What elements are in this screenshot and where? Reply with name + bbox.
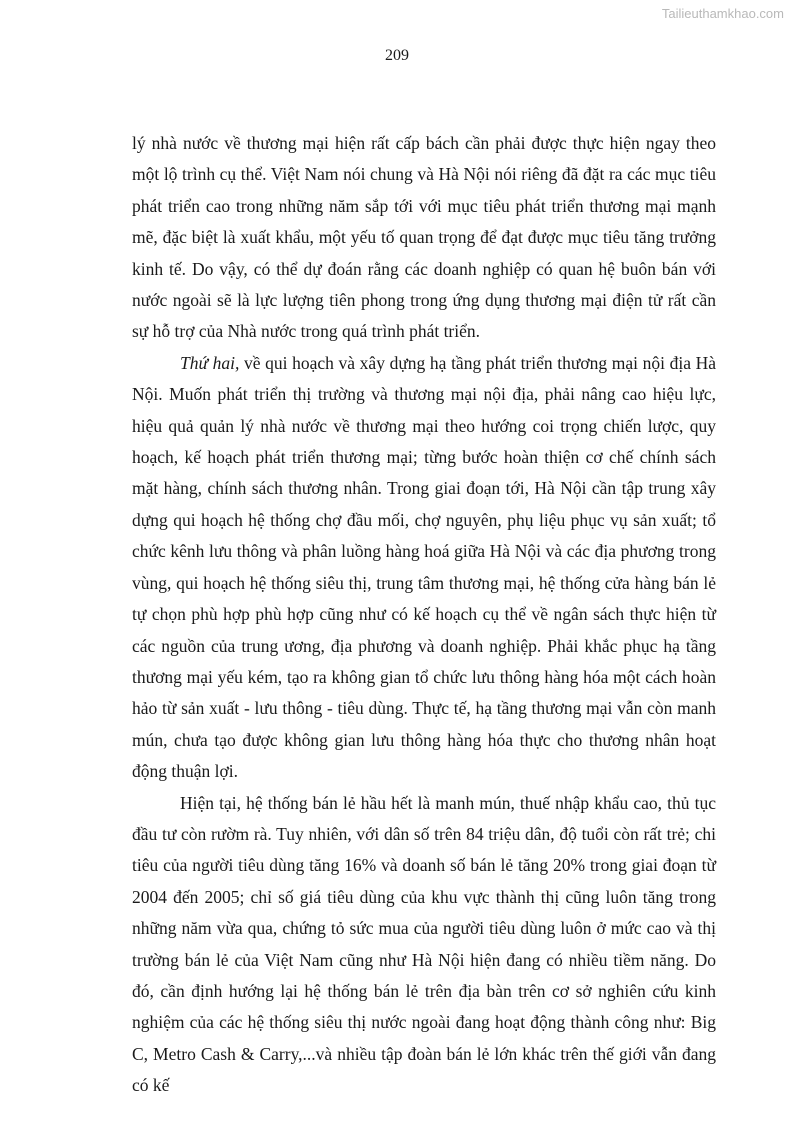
paragraph-3-text: Hiện tại, hệ thống bán lẻ hầu hết là manh mún, thuế nhập khẩu cao, thủ tục đầu tư còn rườm rà. Tuy nhiên, với dân số trên 84 triệu dân, độ tuổi còn rất trẻ; chi tiêu của người tiêu dùng tăng 16% và doanh số bán lẻ tăng 20% trong giai đoạn từ 2004 đến 2005; chỉ số giá tiêu dùng của khu vực thành thị cũng luôn tăng trong những năm vừa qua, chứng tỏ sức mua của người tiêu dùng luôn ở mức cao và thị trường bán lẻ của Việt Nam cũng như Hà Nội hiện đang có nhiều tiềm năng. Do đó, cần định hướng lại hệ thống bán lẻ trên địa bàn trên cơ sở nghiên cứu kinh nghiệm của các hệ thống siêu thị nước ngoài đang hoạt động thành công như: Big C, Metro Cash & Carry,...và nhiều tập đoàn bán lẻ lớn khác trên thế giới vẫn đang có kế <box>132 792 716 1096</box>
watermark: Tailieuthamkhao.com <box>661 6 784 21</box>
paragraph-1-text: lý nhà nước về thương mại hiện rất cấp bách cần phải được thực hiện ngay theo một lộ trình cụ thể. Việt Nam nói chung và Hà Nội nói riêng đã đặt ra các mục tiêu phát triển cao trong những năm sắp tới với mục tiêu phát triển thương mại mạnh mẽ, đặc biệt là xuất khẩu, một yếu tố quan trọng để đạt được mục tiêu tăng trưởng kinh tế. Do vậy, có thể dự đoán rằng các doanh nghiệp có quan hệ buôn bán với nước ngoài sẽ là lực lượng tiên phong trong ứng dụng thương mại điện tử rất cần sự hỗ trợ của Nhà nước trong quá trình phát triển. <box>132 133 716 342</box>
paragraph-1 <box>132 128 716 348</box>
paragraph-2 <box>132 348 716 788</box>
page-number: 209 <box>385 47 409 64</box>
paragraph-3 <box>132 788 716 1102</box>
document-body <box>132 128 716 1102</box>
paragraph-2-lead: Thứ hai, <box>180 352 240 373</box>
paragraph-2-text: về qui hoạch và xây dựng hạ tầng phát triển thương mại nội địa Hà Nội. Muốn phát triển thị trường và thương mại nội địa, phải nâng cao hiệu lực, hiệu quả quản lý nhà nước về thương mại theo hướng coi trọng chiến lược, quy hoạch, kế hoạch phát triển thương mại; từng bước hoàn thiện cơ chế chính sách mặt hàng, chính sách thương nhân. Trong giai đoạn tới, Hà Nội cần tập trung xây dựng qui hoạch hệ thống chợ đầu mối, chợ nguyên, phụ liệu phục vụ sản xuất; tổ chức kênh lưu thông và phân luồng hàng hoá giữa Hà Nội và các địa phương trong vùng, qui hoạch hệ thống siêu thị, trung tâm thương mại, hệ thống cửa hàng bán lẻ tự chọn phù hợp phù hợp cũng như có kế hoạch cụ thể về ngân sách thực hiện từ các nguồn của trung ương, địa phương và doanh nghiệp. Phải khắc phục hạ tầng thương mại yếu kém, tạo ra không gian tổ chức lưu thông hàng hóa một cách hoàn hảo từ sản xuất - lưu thông - tiêu dùng. Thực tế, hạ tầng thương mại vẫn còn manh mún, chưa tạo được không gian lưu thông hàng hóa thực cho thương nhân hoạt động thuận lợi. <box>132 352 716 782</box>
